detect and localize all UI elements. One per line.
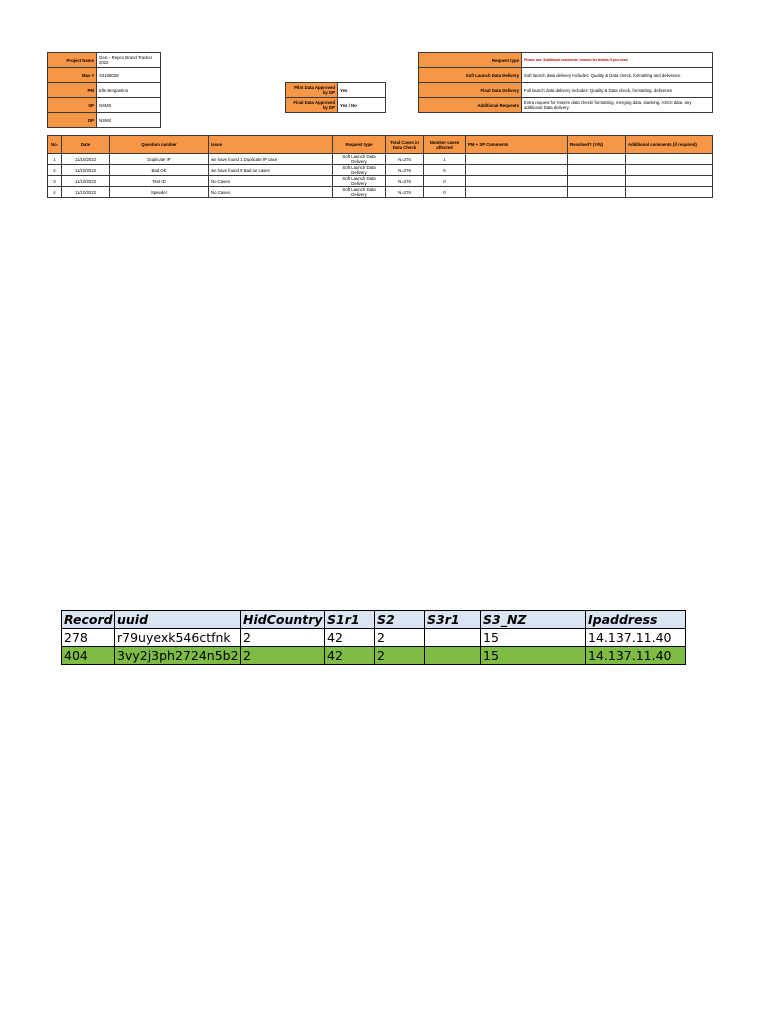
record-header-cell: S3_NZ [481,611,586,629]
record-cell [425,629,481,647]
info-row [48,68,161,83]
request-row [419,83,713,98]
table-cell: 11/10/2022 [62,187,110,198]
table-cell: we have found 1 Duplicate IP case [209,154,333,165]
table-cell [626,187,713,198]
table-cell: 11/10/2022 [62,176,110,187]
table-cell: N=276 [386,165,424,176]
record-cell: 2 [375,629,425,647]
record-cell: 3vy2j3ph2724n5b2 [115,647,241,665]
record-header-cell: S2 [375,611,425,629]
column-header: PM + SP Comments [466,136,568,154]
table-cell: 11/10/2022 [62,165,110,176]
request-label: Final Data Delivery [419,83,522,98]
table-cell: Soft Launch Data Delivery [333,176,386,187]
record-cell: 42 [325,647,375,665]
record-header-cell: S1r1 [325,611,375,629]
request-label: Additional Requests [419,98,522,113]
approval-label: Final Data Approved by DP [286,98,338,113]
info-row [48,53,161,68]
request-value: Full launch data delivery Includes: Quality & Data check, formatting, deliveries [522,83,713,98]
table-cell: N=276 [386,187,424,198]
table-cell: Soft Launch Data Delivery [333,165,386,176]
table-cell: 2 [48,165,62,176]
table-cell [568,154,626,165]
table-cell: N=276 [386,154,424,165]
table-cell: Soft Launch Data Delivery [333,154,386,165]
approval-value: Yes [338,83,386,98]
record-cell: 42 [325,629,375,647]
table-cell: No Cases [209,187,333,198]
table-cell: 1 [48,154,62,165]
record-cell: 15 [481,647,586,665]
info-label: Project Name [48,53,97,68]
info-value: Elle Bergantino [97,83,161,98]
info-label: PM [48,83,97,98]
info-row [48,83,161,98]
column-header: Number cases affected [424,136,466,154]
table-cell: Speeder [110,187,209,198]
column-header: Issue [209,136,333,154]
record-cell: 2 [241,647,325,665]
record-cell: 14.137.11.40 [586,629,686,647]
info-row [48,98,161,113]
info-value: S3106028 [97,68,161,83]
table-row [48,165,713,176]
table-row [48,176,713,187]
table-cell [466,176,568,187]
request-row [419,98,713,113]
record-header-cell: S3r1 [425,611,481,629]
info-value: Geic - Repco Brand Tracker 2022 [97,53,161,68]
request-label: Request type [419,53,522,68]
info-value: NSMX [97,98,161,113]
table-cell [466,165,568,176]
data-check-table [47,135,713,198]
table-cell: No Cases [209,176,333,187]
info-label: Mas # [48,68,97,83]
request-row [419,53,713,68]
table-cell: Duplicate IP [110,154,209,165]
record-header-cell: HidCountry [241,611,325,629]
request-value: Soft launch data delivery Includes: Quality & Data check, formatting and deliveries. [522,68,713,83]
record-row [62,629,686,647]
table-cell [568,165,626,176]
column-header: Date [62,136,110,154]
record-row [62,647,686,665]
record-header-cell: Ipaddress [586,611,686,629]
record-cell: 2 [375,647,425,665]
record-cell [425,647,481,665]
table-cell: Soft Launch Data Delivery [333,187,386,198]
record-header-cell: uuid [115,611,241,629]
column-header: Resolved? (Y/N) [568,136,626,154]
table-cell: we have found 9 Bad oe cases [209,165,333,176]
column-header: Additional comments (if required) [626,136,713,154]
approval-row [286,83,386,98]
table-cell: 1 [424,154,466,165]
record-cell: 14.137.11.40 [586,647,686,665]
table-cell [626,165,713,176]
table-cell [568,176,626,187]
table-cell: Bad OE [110,165,209,176]
record-cell: 15 [481,629,586,647]
info-label: SP [48,98,97,113]
table-cell: N=276 [386,176,424,187]
table-cell [466,154,568,165]
record-table [61,610,686,665]
column-header: Request type [333,136,386,154]
column-header: Total Cases in Data Check [386,136,424,154]
table-cell [568,187,626,198]
approval-table [285,82,386,113]
info-value: NSMX [97,113,161,128]
table-row [48,187,713,198]
column-header: No. [48,136,62,154]
table-cell [626,176,713,187]
table-cell: Test ID [110,176,209,187]
request-row [419,68,713,83]
table-cell: 9 [424,165,466,176]
request-label: Soft Launch Data Delivery [419,68,522,83]
table-cell [626,154,713,165]
approval-value: Yes / No [338,98,386,113]
column-header: Question number [110,136,209,154]
info-label: DP [48,113,97,128]
record-cell: 2 [241,629,325,647]
record-header-row [62,611,686,629]
request-info-table [418,52,713,113]
table-row [48,154,713,165]
record-cell: 404 [62,647,115,665]
project-info-table [47,52,161,128]
table-cell [466,187,568,198]
request-value: Please use 'Additional comments' column for details if you need [522,53,713,68]
table-cell: 3 [48,176,62,187]
approval-row [286,98,386,113]
table-cell: 11/10/2022 [62,154,110,165]
record-cell: r79uyexk546ctfnk [115,629,241,647]
approval-label: Pilot Data Approved by DP [286,83,338,98]
record-header-cell: Record [62,611,115,629]
table-cell: 0 [424,187,466,198]
request-value: Extra request for Interim data check/ formatting, merging data, stacking, ASCII data, any additional Data delivery. [522,98,713,113]
table-cell: 4 [48,187,62,198]
table-cell: 0 [424,176,466,187]
info-row [48,113,161,128]
record-cell: 278 [62,629,115,647]
